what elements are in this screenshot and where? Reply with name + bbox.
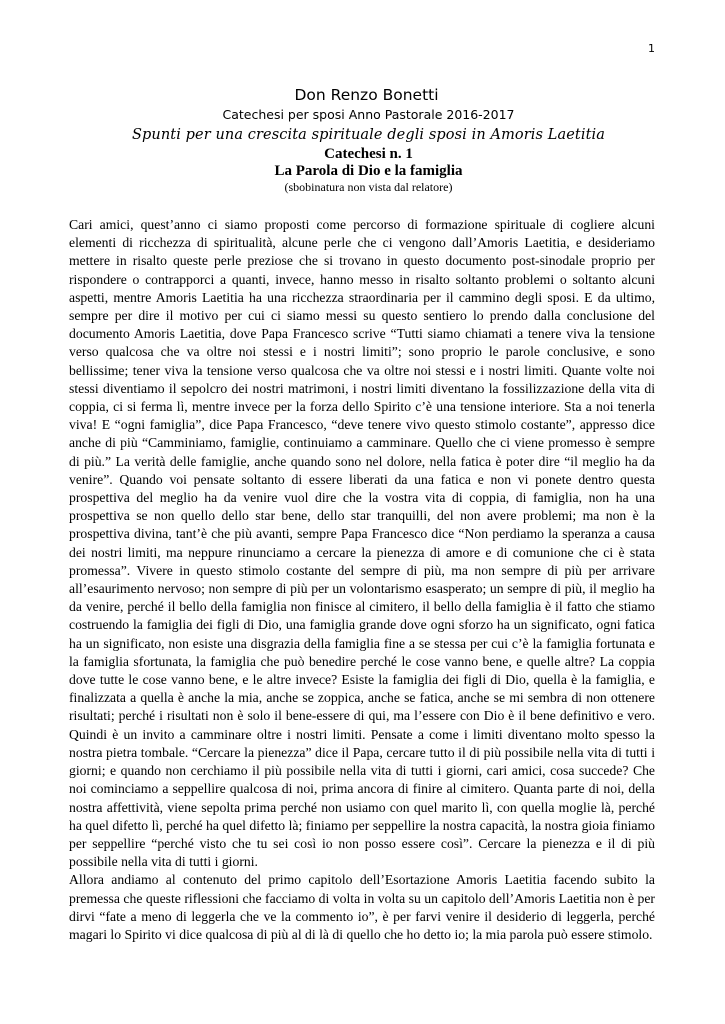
catechesis-title: La Parola di Dio e la famiglia <box>274 163 463 179</box>
page-number: 1 <box>648 42 655 55</box>
paragraph: Allora andiamo al contenuto del primo capitolo dell’Esortazione Amoris Laetitia facendo subito la premessa che queste riflessioni che facciamo di volta in volta su un capitolo dell’Amoris Laetitia non è per dirvi “fate a meno di leggerla che ve la commento io”, è per farvi venire il desiderio di leggerla, perché magari lo Spirito vi dice qualcosa di più al di là di quello che ho detto io; la mia parola può essere stimolo. <box>69 872 655 942</box>
document-subtitle: Spunti per una crescita spirituale degli sposi in Amoris Laetitia <box>131 127 606 143</box>
document-header <box>0 84 725 194</box>
catechesis-number: Catechesi n. 1 <box>324 146 413 162</box>
transcription-note: (sbobinatura non vista dal relatore) <box>284 180 453 194</box>
paragraph: Cari amici, quest’anno ci siamo proposti come percorso di formazione spirituale di cogliere alcuni elementi di ricchezza di spiritualità, alcune perle che ci vengono dall’Amoris Laetitia, e desideriamo mettere in risalto queste perle preziose che si trovano in questo documento post-sinodale proprio per rispondere o contrapporci a quanti, invece, hanno messo in risalto soltanto problemi o soltanto alcuni aspetti, mentre Amoris Laetitia ha una ricchezza straordinaria per il cammino degli sposi. E da ultimo, sempre per dire il motivo per cui ci siamo messi su questo sentiero lo prendo dalla conclusione del documento Amoris Laetitia, dove Papa Francesco scrive “Tutti siamo chiamati a tenere viva la tensione verso qualcosa che va oltre noi stessi e i nostri limiti”; sono proprio le parole conclusive, e sono bellissime; tener viva la tensione verso qualcosa che va oltre noi stessi e i nostri limiti. Quante volte noi stessi diventiamo il sepolcro dei nostri matrimoni, i nostri limiti diventano la fossilizzazione della vita di coppia, ci si ferma lì, mentre invece per la forza dello Spirito c’è una tensione interiore. Sta a noi tenerla viva! E “ogni famiglia”, dice Papa Francesco, “deve tenere vivo questo stimolo costante”, appresso dice anche di più “Camminiamo, famiglie, continuiamo a camminare. Quello che ci viene promesso è sempre di più.” La verità delle famiglie, anche quando sono nel dolore, nella fatica è poter dire “il meglio ha da venire”. Quando voi pensate soltanto di essere liberati da una fatica e non vi ponete dentro questa prospettiva del meglio ha da venire vuol dire che la vostra vita di coppia, di famiglia, non ha una prospettiva se non quello dello star bene, dello star tranquilli, del non avere problemi; ma non è la prospettiva divina, tant’è che più avanti, sempre Papa Francesco dice “Non perdiamo la speranza a causa dei nostri limiti, ma neppure rinunciamo a cercare la pienezza di amore e di comunione che ci è stata promessa”. Vivere in questo stimolo costante del sempre di più, ma non sempre di più per arrivare all’esaurimento nervoso; non sempre di più per un volontarismo esasperato; un sempre di più, il meglio ha da venire, perché il bello della famiglia non finisce al cimitero, il bello della famiglia è il fatto che stiamo costruendo la famiglia dei figli di Dio, una famiglia grande dove ogni sforzo ha un significato, ogni fatica ha un significato, non esiste una disgrazia della famiglia fine a se stessa per cui c’è la famiglia fortunata e la famiglia sfortunata, la famiglia che può benedire perché le cose vanno bene, e quelle altre? La coppia dove tutte le cose vanno bene, e le altre invece? Esiste la famiglia dei figli di Dio, quella è la famiglia, e finalizzata a quella è anche la mia, anche se zoppica, anche se fatica, anche se mi sembra di non ottenere risultati; perché i risultati non è solo il bene-essere di qui, ma l’essere con Dio è il bene definitivo e vero. Quindi è un invito a camminare oltre i nostri limiti. Pensate a come i limiti diventano molto spesso la nostra pietra tombale. “Cercare la pienezza” dice il Papa, cercare tutto il di più possibile nella vita di tutti i giorni; e quando non cerchiamo il più possibile nella vita di tutti i giorni, cari amici, cosa succede? Che noi cominciamo a seppellire qualcosa di noi, prima ancora di finire al cimitero. Quanta parte di noi, della nostra affettività, viene sepolta prima perché non usiamo con quel marito lì, con quella moglie là, perché ha quel difetto lì, perché ha quel difetto là; finiamo per seppellire la nostra capacità, la nostra gioia finiamo per seppellire “perché visto che tu sei così io non posso essere così”. Cercare la pienezza e il di più possibile nella vita di tutti i giorni. <box>69 217 655 870</box>
series-title: Catechesi per sposi Anno Pastorale 2016-2017 <box>222 107 515 122</box>
author-name: Don Renzo Bonetti <box>294 86 439 104</box>
body-text <box>69 216 655 944</box>
